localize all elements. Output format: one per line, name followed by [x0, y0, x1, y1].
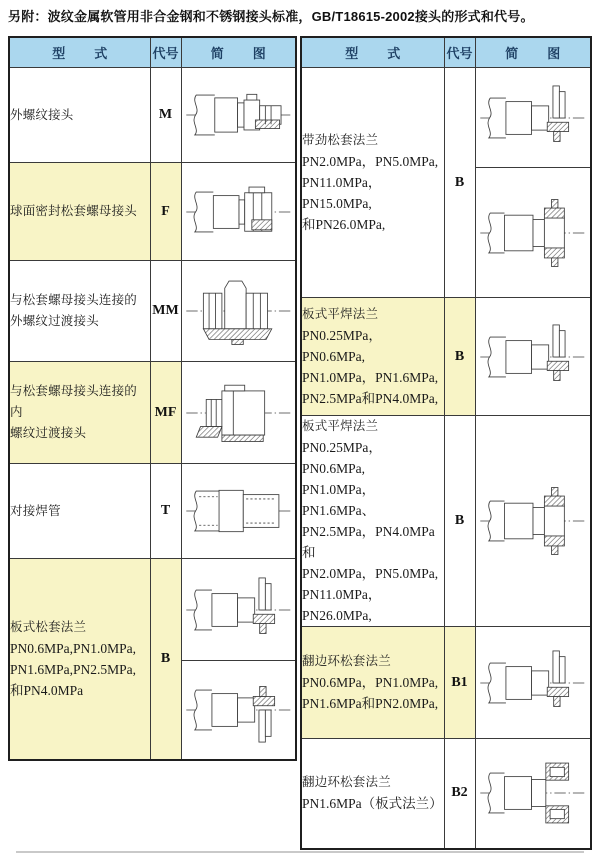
type-cell [301, 68, 444, 298]
right-fittings-table [300, 36, 592, 850]
type-text-line: 球面密封松套螺母接头 [10, 204, 138, 218]
type-text-line: PN1.0MPa，PN1.6MPa、 [302, 482, 376, 518]
table-row [301, 739, 591, 849]
type-cell [9, 68, 150, 163]
column-header-code: 代号 [150, 37, 181, 68]
column-header-diagram: 简 图 [475, 37, 591, 68]
table-row [9, 464, 296, 559]
type-cell [9, 261, 150, 362]
type-cell [301, 416, 444, 627]
type-text-line: PN2.5MPa，PN4.0MPa和 [302, 524, 435, 560]
fitting-diagram-butt-weld [181, 464, 296, 559]
type-text-line: PN1.6MPa（板式法兰） [302, 796, 443, 812]
code-cell: B [150, 559, 181, 760]
type-text-line: 板式平焊法兰 [302, 419, 379, 433]
fitting-diagram-plate-flange-down [181, 661, 296, 760]
type-text-line: 翻边环松套法兰 [302, 775, 391, 790]
table-row [301, 68, 591, 168]
column-header-type: 型 式 [9, 37, 150, 68]
type-text-line: PN11.0MPa，PN15.0MPa, [302, 175, 382, 211]
type-text-line: PN0.6MPa,PN1.0MPa, [10, 640, 137, 656]
left-fittings-table [8, 36, 297, 761]
type-cell [301, 298, 444, 416]
fitting-diagram-flanged-ring-b1 [475, 627, 591, 739]
type-text-line: 与松套螺母接头连接的内 [10, 384, 138, 419]
type-text-line: PN0.25MPa，PN0.6MPa, [302, 440, 382, 476]
type-text-line: 板式松套法兰 [10, 619, 87, 634]
type-cell [9, 559, 150, 760]
code-cell: B1 [444, 627, 475, 739]
type-text-line: PN2.0MPa，PN5.0MPa, [302, 154, 439, 169]
tables-container [8, 36, 592, 850]
type-text-line: PN0.6MPa，PN1.0MPa, [302, 675, 439, 690]
code-cell: M [150, 68, 181, 163]
type-text-line: 翻边环松套法兰 [302, 654, 391, 668]
fitting-diagram-male-thread [181, 68, 296, 163]
table-row [301, 416, 591, 627]
column-header-diagram: 简 图 [181, 37, 296, 68]
column-header-code: 代号 [444, 37, 475, 68]
type-text-line: 和PN4.0MPa [10, 682, 84, 698]
fitting-diagram-mm-nipple [181, 261, 296, 362]
header-row [301, 37, 591, 68]
type-cell [9, 362, 150, 464]
table-row [9, 68, 296, 163]
fitting-diagram-loose-nut [181, 163, 296, 261]
code-cell: B [444, 298, 475, 416]
type-text-line: 与松套螺母接头连接的 [10, 293, 138, 307]
type-text-line: 带劲松套法兰 [302, 133, 379, 147]
code-cell: B2 [444, 739, 475, 849]
table-row [9, 559, 296, 661]
code-cell: MF [150, 362, 181, 464]
header-row [9, 37, 296, 68]
column-header-type: 型 式 [301, 37, 444, 68]
fitting-diagram-flanged-ring-b2 [475, 739, 591, 849]
type-text-line: PN1.6MPa和PN2.0MPa, [302, 696, 439, 711]
type-text-line: 板式平焊法兰 [302, 307, 379, 321]
type-text-line: PN1.6MPa,PN2.5MPa, [10, 661, 137, 677]
code-cell: B [444, 416, 475, 627]
fitting-diagram-weld-flange-2 [475, 416, 591, 627]
type-text-line: 外螺纹过渡接头 [10, 314, 99, 328]
type-cell [9, 163, 150, 261]
type-text-line: PN2.5MPa和PN4.0MPa, [302, 391, 439, 406]
fitting-diagram-neck-flange-up [475, 68, 591, 168]
type-cell [9, 464, 150, 559]
code-cell: T [150, 464, 181, 559]
page-title: 另附：波纹金属软管用非合金钢和不锈钢接头标准，GB/T18615-2002接头的形式和代号。 [8, 9, 534, 24]
code-cell: F [150, 163, 181, 261]
type-cell [301, 627, 444, 739]
code-cell: B [444, 68, 475, 298]
type-cell [301, 739, 444, 849]
type-text-line: PN1.0MPa，PN1.6MPa, [302, 370, 439, 385]
table-row [9, 261, 296, 362]
type-text-line: 螺纹过渡接头 [10, 426, 87, 440]
fitting-diagram-mf-union [181, 362, 296, 464]
table-row [301, 627, 591, 739]
code-cell: MM [150, 261, 181, 362]
fitting-diagram-collar-flange [475, 168, 591, 298]
fitting-diagram-weld-flange [475, 298, 591, 416]
type-text-line: PN0.25MPa，PN0.6MPa, [302, 328, 382, 364]
type-text-line: PN2.0MPa，PN5.0MPa, [302, 566, 439, 581]
page-bottom-shadow [16, 851, 584, 853]
table-row [301, 298, 591, 416]
table-row [9, 362, 296, 464]
type-text-line: 外螺纹接头 [10, 107, 74, 122]
type-text-line: 和PN26.0MPa, [302, 217, 386, 232]
type-text-line: 对接焊管 [10, 503, 61, 518]
fitting-diagram-plate-flange-up [181, 559, 296, 661]
table-row [9, 163, 296, 261]
type-text-line: PN11.0MPa，PN26.0MPa, [302, 587, 382, 623]
